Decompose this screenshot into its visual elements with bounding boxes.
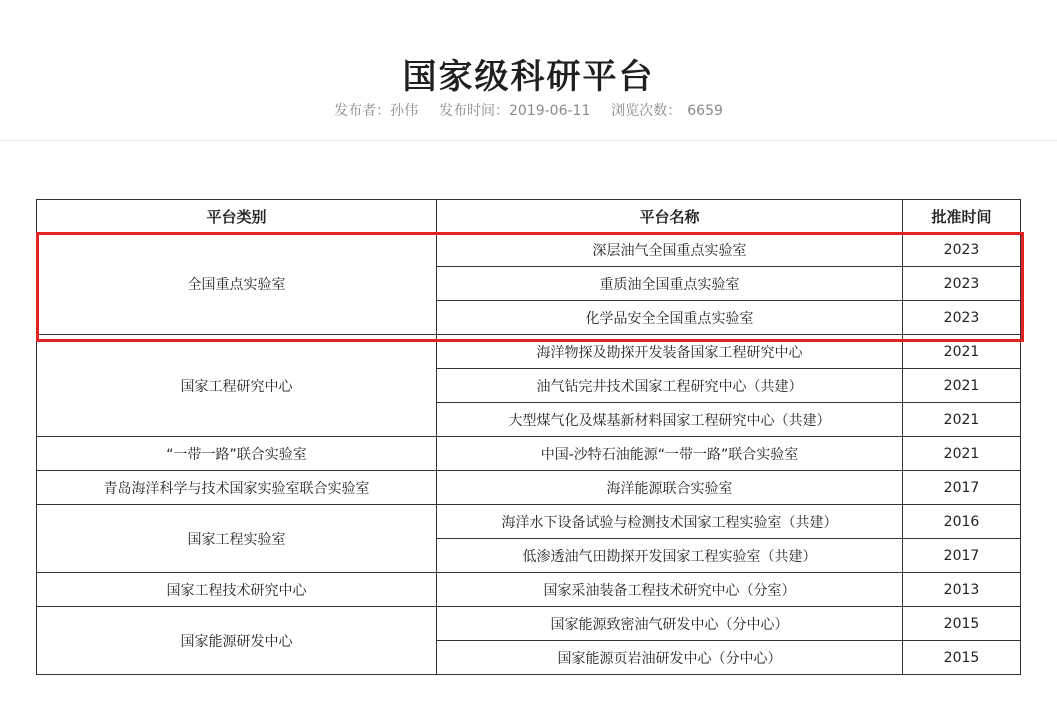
header-category: 平台类别 [37,200,437,233]
table-header-row [37,200,1021,233]
platform-name-cell: 国家能源致密油气研发中心（分中心） [437,607,903,641]
approval-year-cell: 2023 [903,233,1021,267]
table-row [37,437,1021,471]
table-row [37,573,1021,607]
header-divider [0,140,1057,141]
platform-name-cell: 油气钻完井技术国家工程研究中心（共建） [437,369,903,403]
platform-name-cell: 海洋物探及勘探开发装备国家工程研究中心 [437,335,903,369]
table-row [37,233,1021,267]
page-title: 国家级科研平台 [402,56,655,97]
platform-name-cell: 深层油气全国重点实验室 [437,233,903,267]
article-meta [0,100,1057,120]
platform-name-cell: 化学品安全全国重点实验室 [437,301,903,335]
platform-table [36,199,1021,675]
approval-year-cell: 2015 [903,607,1021,641]
approval-year-cell: 2017 [903,471,1021,505]
publish-time: 2019-06-11 [508,103,591,119]
approval-year-cell: 2021 [903,437,1021,471]
view-count: 6659 [687,103,723,119]
approval-year-cell: 2017 [903,539,1021,573]
platform-name-cell: 中国-沙特石油能源“一带一路”联合实验室 [437,437,903,471]
category-cell: 国家工程实验室 [37,505,437,573]
table-row [37,607,1021,641]
approval-year-cell: 2013 [903,573,1021,607]
header-year: 批准时间 [903,200,1021,233]
platform-name-cell: 海洋能源联合实验室 [437,471,903,505]
header-name: 平台名称 [437,200,903,233]
platform-name-cell: 国家采油装备工程技术研究中心（分室） [437,573,903,607]
publish-time-label: 发布时间： [438,103,509,119]
platform-name-cell: 国家能源页岩油研发中心（分中心） [437,641,903,675]
category-cell: 国家工程研究中心 [37,335,437,437]
approval-year-cell: 2023 [903,267,1021,301]
platform-name-cell: 低渗透油气田勘探开发国家工程实验室（共建） [437,539,903,573]
table-row [37,505,1021,539]
platform-name-cell: 大型煤气化及煤基新材料国家工程研究中心（共建） [437,403,903,437]
approval-year-cell: 2023 [903,301,1021,335]
platform-name-cell: 重质油全国重点实验室 [437,267,903,301]
approval-year-cell: 2021 [903,369,1021,403]
category-cell: 国家工程技术研究中心 [37,573,437,607]
platform-name-cell: 海洋水下设备试验与检测技术国家工程实验室（共建） [437,505,903,539]
view-count-label: 浏览次数： [611,103,682,119]
category-cell: “一带一路”联合实验室 [37,437,437,471]
publisher-label: 发布者： [334,103,391,119]
approval-year-cell: 2015 [903,641,1021,675]
category-cell: 国家能源研发中心 [37,607,437,675]
table-row [37,471,1021,505]
approval-year-cell: 2021 [903,403,1021,437]
publisher-name: 孙伟 [390,103,419,119]
category-cell: 青岛海洋科学与技术国家实验室联合实验室 [37,471,437,505]
table-row [37,335,1021,369]
category-cell: 全国重点实验室 [37,233,437,335]
approval-year-cell: 2021 [903,335,1021,369]
approval-year-cell: 2016 [903,505,1021,539]
